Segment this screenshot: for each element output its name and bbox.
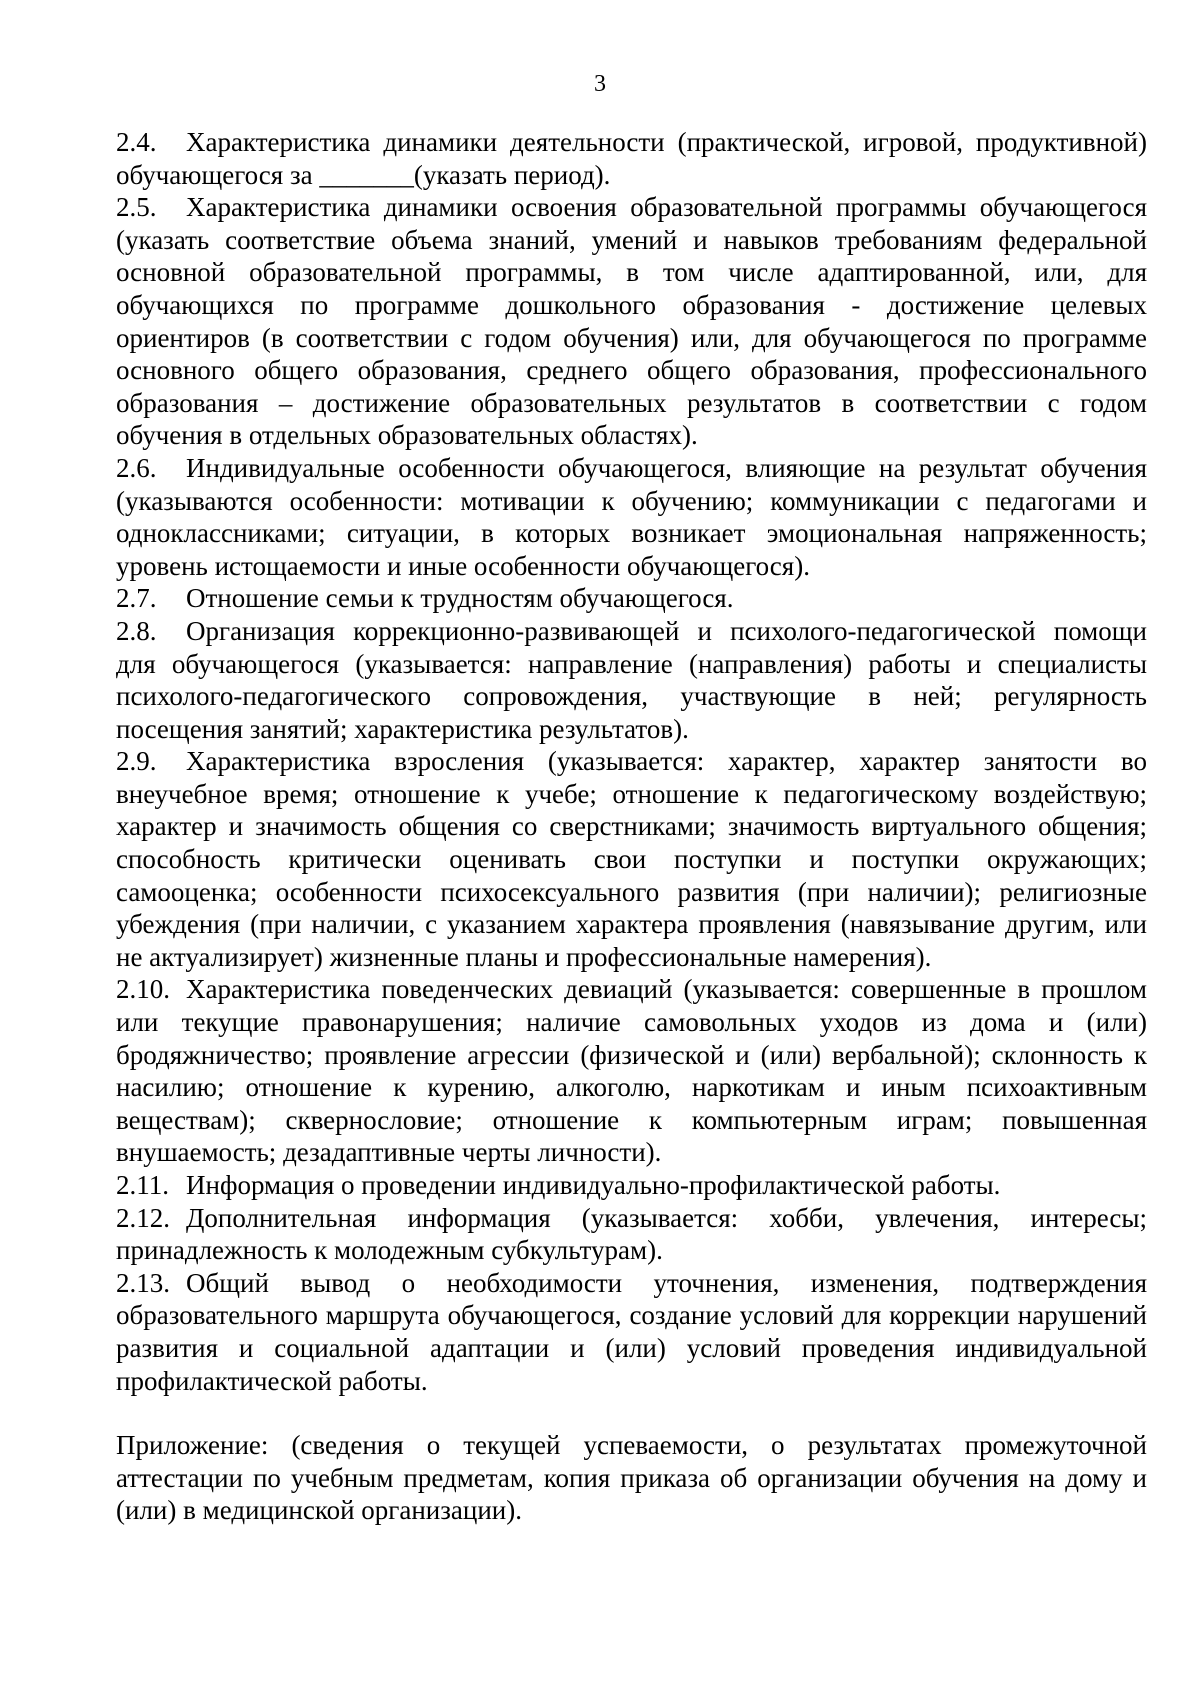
section-text: Индивидуальные особенности обучающегося, влияющие на результат обучения (указываются особенности: мотивации к обучению; коммуникации с педагогами и одноклассниками; ситуации, в которых возникает эмоциональная напряженность; уровень истощаемости и иные особенности обучающегося).	[116, 452, 1147, 581]
section-text: Организация коррекционно-развивающей и психолого-педагогической помощи для обучающегося (указывается: направление (направления) работы и специалисты психолого-педагогического сопровождения, участвующие в ней; регулярность посещения занятий; характеристика результатов).	[116, 615, 1147, 744]
section-text: Общий вывод о необходимости уточнения, изменения, подтверждения образовательного маршрута обучающегося, создание условий для коррекции нарушений развития и социальной адаптации и (или) условий проведения индивидуальной профилактической работы.	[116, 1267, 1147, 1396]
section-item-2-4	[116, 126, 1147, 191]
section-number: 2.7.	[116, 583, 157, 614]
section-item-2-6	[116, 452, 1147, 582]
appendix-note: Приложение: (сведения о текущей успеваемости, о результатах промежуточной аттестации по учебным предметам, копия приказа об организации обучения на дому и (или) в медицинской организации).	[116, 1430, 1147, 1526]
section-text: Характеристика динамики деятельности (практической, игровой, продуктивной) обучающегося за _______(указать период).	[116, 127, 1147, 190]
section-item-2-10	[116, 973, 1147, 1169]
section-text: Характеристика динамики освоения образовательной программы обучающегося (указать соответствие объема знаний, умений и навыков требованиям федеральной основной образовательной программы, в том числе адаптированной, или, для обучающихся по программе дошкольного образования - достижение целевых ориентиров (в соответствии с годом обучения) или, для обучающегося по программе основного общего образования, среднего общего образования, профессионального образования – достижение образовательных результатов в соответствии с годом обучения в отдельных образовательных областях).	[116, 192, 1147, 451]
section-item-2-13	[116, 1267, 1147, 1397]
section-number: 2.12.	[116, 1202, 170, 1233]
section-text: Характеристика взросления (указывается: характер, характер занятости во внеучебное время; отношение к учебе; отношение к педагогическому воздействую; характер и значимость общения со сверстниками; значимость виртуального общения; способность критически оценивать свои поступки и поступки окружающих; самооценка; особенности психосексуального развития (при наличии); религиозные убеждения (при наличии, с указанием характера проявления (навязывание другим, или не актуализирует) жизненные планы и профессиональные намерения).	[116, 746, 1147, 972]
section-number: 2.13.	[116, 1267, 170, 1298]
section-item-2-9	[116, 745, 1147, 973]
section-item-2-5	[116, 191, 1147, 452]
section-number: 2.5.	[116, 192, 157, 223]
section-number: 2.8.	[116, 615, 157, 646]
section-text: Отношение семьи к трудностям обучающегося.	[186, 583, 734, 614]
section-number: 2.9.	[116, 746, 157, 777]
section-number: 2.10.	[116, 974, 170, 1005]
section-number: 2.4.	[116, 127, 157, 157]
section-item-2-11	[116, 1169, 1147, 1202]
section-number: 2.11.	[116, 1170, 169, 1200]
page-number: 3	[594, 71, 606, 97]
section-item-2-7	[116, 582, 1147, 615]
section-text: Дополнительная информация (указывается: хобби, увлечения, интересы; принадлежность к молодежным субкультурам).	[116, 1202, 1147, 1266]
section-text: Информация о проведении индивидуально-профилактической работы.	[186, 1170, 1001, 1200]
section-text: Характеристика поведенческих девиаций (указывается: совершенные в прошлом или текущие правонарушения; наличие самовольных уходов из дома и (или) бродяжничество; проявление агрессии (физической и (или) вербальной); склонность к насилию; отношение к курению, алкоголю, наркотикам и иным психоактивным веществам); сквернословие; отношение к компьютерным играм; повышенная внушаемость; дезадаптивные черты личности).	[116, 974, 1147, 1168]
section-number: 2.6.	[116, 452, 157, 483]
section-item-2-8	[116, 615, 1147, 745]
section-item-2-12	[116, 1202, 1147, 1267]
document-body	[116, 126, 1147, 1527]
